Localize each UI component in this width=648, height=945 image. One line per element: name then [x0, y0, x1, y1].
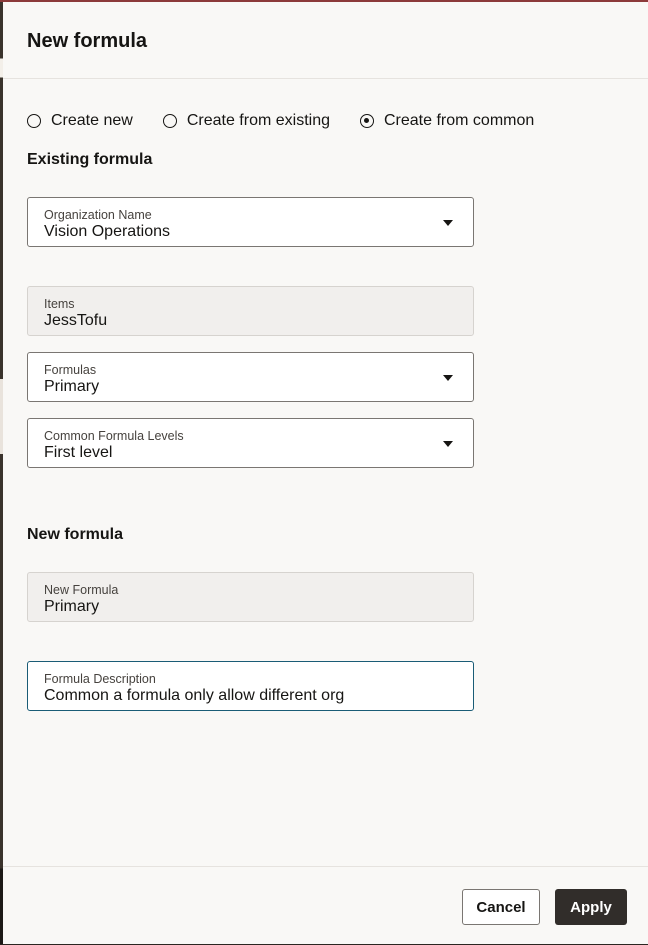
radio-create-from-common[interactable]: [360, 112, 534, 130]
radio-create-from-existing[interactable]: [163, 112, 330, 130]
apply-button[interactable]: Apply: [555, 889, 627, 925]
field-label: Formulas: [44, 363, 97, 377]
dialog-header: [3, 2, 648, 79]
radio-unchecked-icon: [163, 114, 177, 128]
cancel-button[interactable]: Cancel: [462, 889, 540, 925]
existing-formula-heading: Existing formula: [27, 151, 153, 168]
chevron-down-icon[interactable]: [443, 220, 453, 226]
dialog-title: New formula: [27, 30, 148, 52]
field-value: Primary: [44, 598, 100, 615]
field-label: Formula Description: [44, 672, 156, 686]
creation-mode-radio-group: [27, 112, 564, 130]
formulas-select[interactable]: [27, 352, 474, 402]
organization-name-select[interactable]: [27, 197, 474, 247]
formula-description-input[interactable]: [27, 661, 474, 711]
chevron-down-icon[interactable]: [443, 375, 453, 381]
new-formula-heading: New formula: [27, 526, 124, 543]
items-field: [27, 286, 474, 336]
new-formula-dialog: [3, 2, 648, 944]
field-value: First level: [44, 444, 113, 461]
field-label: Organization Name: [44, 208, 152, 222]
radio-create-new[interactable]: [27, 112, 133, 130]
radio-label: Create new: [51, 112, 133, 129]
radio-checked-icon: [360, 114, 374, 128]
dialog-footer: [3, 866, 648, 945]
field-value: Common a formula only allow different org: [44, 687, 345, 704]
common-formula-levels-select[interactable]: [27, 418, 474, 468]
new-formula-field: [27, 572, 474, 622]
field-label: New Formula: [44, 583, 119, 597]
radio-unchecked-icon: [27, 114, 41, 128]
radio-label: Create from existing: [186, 112, 330, 129]
field-label: Common Formula Levels: [44, 429, 184, 443]
field-value: Primary: [44, 378, 100, 395]
field-label: Items: [44, 297, 75, 311]
field-value: JessTofu: [44, 312, 108, 329]
radio-label: Create from common: [384, 112, 535, 129]
chevron-down-icon[interactable]: [443, 441, 453, 447]
field-value: Vision Operations: [44, 223, 170, 240]
